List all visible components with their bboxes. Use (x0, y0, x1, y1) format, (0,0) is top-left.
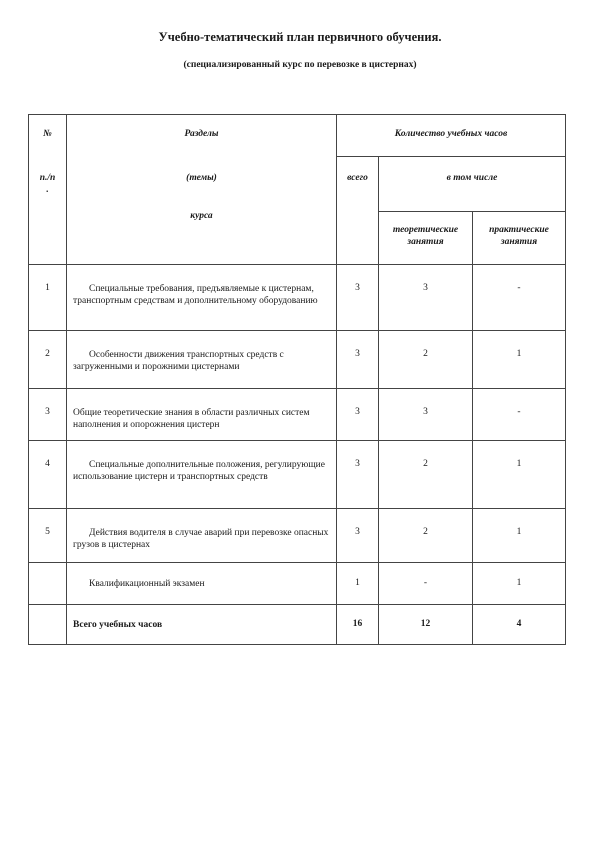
row-topic (67, 441, 337, 509)
row-practice-hours: - (473, 265, 566, 331)
row-topic (67, 389, 337, 441)
total-row-number (29, 605, 67, 645)
total-practice-hours: 4 (473, 605, 566, 645)
row-theory-hours: 2 (379, 441, 473, 509)
row-number: 5 (29, 509, 67, 563)
table-row (29, 265, 566, 331)
header-num-symbol: № (43, 129, 52, 139)
row-topic-text: Общие теоретические знания в области различных систем наполнения и опорожнения цистерн (73, 408, 310, 431)
row-topic (67, 509, 337, 563)
curriculum-table (28, 114, 566, 645)
row-theory-hours: 2 (379, 509, 473, 563)
total-label-cell (67, 605, 337, 645)
header-theory: теоретические занятия (379, 212, 473, 265)
row-topic-text: Действия водителя в случае аварий при перевозке опасных грузов в цистернах (73, 528, 329, 551)
row-number: 2 (29, 331, 67, 389)
total-theory-hours: 12 (379, 605, 473, 645)
header-num-abbrev: п./п (39, 173, 56, 183)
table-row (29, 331, 566, 389)
row-theory-hours: 3 (379, 389, 473, 441)
row-practice-hours: - (473, 389, 566, 441)
header-practice: практические занятия (473, 212, 566, 265)
row-total-hours: 3 (337, 389, 379, 441)
header-section-cell (67, 115, 337, 265)
row-practice-hours: 1 (473, 441, 566, 509)
header-course-label: курса (190, 211, 213, 221)
row-number: 4 (29, 441, 67, 509)
row-practice-hours: 1 (473, 331, 566, 389)
total-hours: 16 (337, 605, 379, 645)
row-number: 3 (29, 389, 67, 441)
row-total-hours: 3 (337, 509, 379, 563)
row-theory-hours: 2 (379, 331, 473, 389)
document-subtitle: (специализированный курс по перевозке в цистернах) (183, 60, 417, 70)
row-theory-hours: 3 (379, 265, 473, 331)
row-number (29, 563, 67, 605)
row-total-hours: 3 (337, 331, 379, 389)
row-theory-hours: - (379, 563, 473, 605)
table-row (29, 509, 566, 563)
header-hours: Количество учебных часов (337, 115, 566, 157)
row-topic (67, 331, 337, 389)
row-topic-text: Особенности движения транспортных средств с загруженными и порожними цистернами (73, 350, 284, 373)
table-row (29, 563, 566, 605)
header-section-label: Разделы (184, 129, 219, 139)
table-total-row (29, 605, 566, 645)
row-topic-text: Специальные требования, предъявляемые к цистернам, транспортным средствам и дополнительному оборудованию (73, 284, 318, 307)
table-row (29, 441, 566, 509)
row-topic (67, 265, 337, 331)
row-total-hours: 3 (337, 441, 379, 509)
document-title: Учебно-тематический план первичного обучения. (158, 30, 442, 44)
row-total-hours: 3 (337, 265, 379, 331)
header-total: всего (337, 157, 379, 265)
row-topic-text: Специальные дополнительные положения, регулирующие использование цистерн и транспортных средств (73, 460, 325, 483)
header-num-dot: . (46, 185, 49, 195)
table-row (29, 389, 566, 441)
row-practice-hours: 1 (473, 509, 566, 563)
header-topics-label: (темы) (186, 173, 217, 183)
row-number: 1 (29, 265, 67, 331)
total-label: Всего учебных часов (73, 620, 163, 630)
row-practice-hours: 1 (473, 563, 566, 605)
row-topic-text: Квалификационный экзамен (89, 579, 205, 589)
header-num-cell (29, 115, 67, 265)
header-including: в том числе (379, 157, 566, 212)
row-topic (67, 563, 337, 605)
row-total-hours: 1 (337, 563, 379, 605)
